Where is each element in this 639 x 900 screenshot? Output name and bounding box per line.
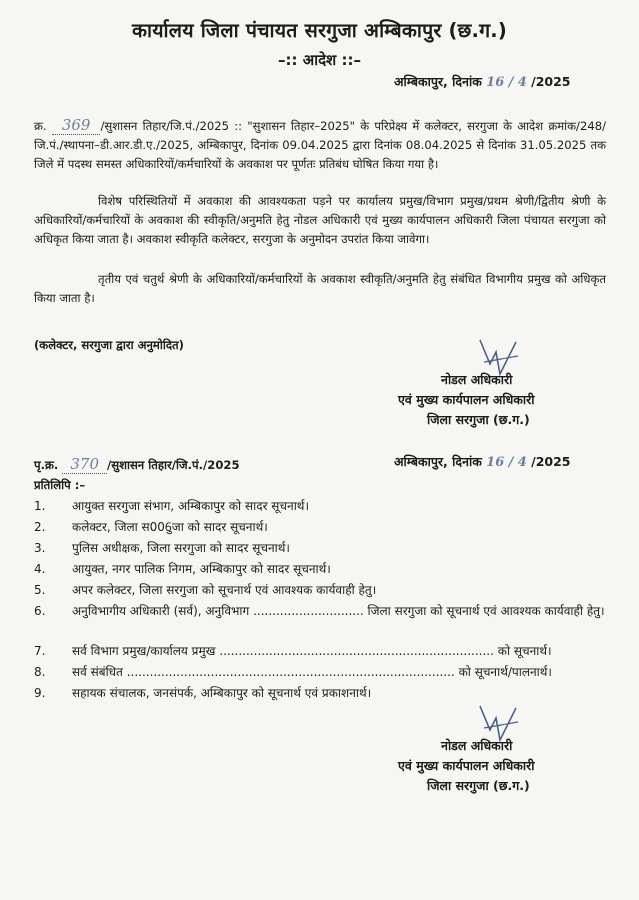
- list-item-number: 9.: [34, 686, 46, 700]
- signatory-designation-3: जिला सरगुजा (छ.ग.): [427, 412, 530, 427]
- signatory-designation-2: एवं मुख्य कार्यपालन अधिकारी: [398, 392, 535, 407]
- signatory2-designation-3: जिला सरगुजा (छ.ग.): [427, 778, 530, 793]
- signatory2-designation-2: एवं मुख्य कार्यपालन अधिकारी: [398, 758, 535, 773]
- endorsement-ref-prefix: पृ.क्र.: [34, 458, 59, 472]
- order-place-date: अम्बिकापुर, दिनांक 16 / 4 /2025: [394, 74, 571, 90]
- list-item-number: 6.: [34, 604, 46, 618]
- handwritten-day: 16: [486, 75, 505, 90]
- list-item-number: 8.: [34, 665, 46, 679]
- endorsement-handwritten-day: 16: [486, 455, 505, 470]
- signatory-designation-1: नोडल अधिकारी: [441, 372, 513, 387]
- endorsement-handwritten-month: 4: [517, 455, 527, 470]
- ref-suffix: /सुशासन तिहार/जि.पं./2025: [100, 119, 229, 133]
- list-item-number: 1.: [34, 499, 46, 513]
- handwritten-endorsement-number: 370: [62, 455, 107, 474]
- list-item: [34, 683, 614, 704]
- list-item-text: अनुविभागीय अधिकारी (सर्व), अनुविभाग ............................. जिला सरगुजा को सूचनार्थ एवं आवश्यक कार्यवाही हेतु।: [72, 604, 605, 618]
- list-item-number: 3.: [34, 541, 46, 555]
- list-item-text: सहायक संचालक, जनसंपर्क, अम्बिकापुर को सूचनार्थ एवं प्रकाशनार्थ।: [72, 686, 372, 700]
- list-item: [34, 559, 614, 580]
- list-item-number: 5.: [34, 583, 46, 597]
- list-item-text: पुलिस अधीक्षक, जिला सरगुजा को सादर सूचनार्थ।: [72, 541, 290, 555]
- endorsement-date-year: /2025: [531, 454, 571, 469]
- copy-to-label: प्रतिलिपि :–: [34, 478, 86, 492]
- order-paragraph-2: विशेष परिस्थितियों में अवकाश की आवश्यकता पड़ने पर कार्यालय प्रमुख/विभाग प्रमुख/प्रथम श्रेणी/द्वितीय श्रेणी के अधिकारियों/कर्मचारियों के अवकाश की स्वीकृति/अनुमति हेतु नोडल अधिकारी एवं मुख्य कार्यपालन अधिकारी जिला पंचायत सरगुजा को अधिकृत किया जाता है। अवकाश स्वीकृति कलेक्टर, सरगुजा के अनुमोदन उपरांत किया जावेगा।: [34, 194, 606, 246]
- ref-prefix: क्र.: [34, 119, 47, 133]
- order-heading: –:: आदेश ::–: [278, 51, 361, 69]
- list-item: [34, 662, 614, 683]
- place-date-label: अम्बिकापुर, दिनांक: [394, 74, 482, 89]
- signatory2-designation-1: नोडल अधिकारी: [441, 738, 513, 753]
- list-item: [34, 517, 614, 538]
- order-paragraph-1: [34, 116, 606, 174]
- list-item-number: 7.: [34, 644, 46, 658]
- handwritten-ref-number: 369: [52, 116, 101, 135]
- paragraph-1-text: :: "सुशासन तिहार–2025" के परिप्रेक्ष्य में कलेक्टर, सरगुजा के आदेश क्रमांक/248/जि.पं./स्थापना–डी.आर.डी.ए./2025, अम्बिकापुर, दिनांक 09.04.2025 द्वारा दिनांक 08.04.2025 से दिनांक 31.05.2025 तक जिले में पदस्थ समस्त अधिकारियों/कर्मचारियों के अवकाश पर पूर्णतः प्रतिबंध घोषित किया गया है।: [34, 119, 606, 171]
- list-item: [34, 601, 614, 641]
- copy-list: [34, 496, 614, 704]
- approval-note: (कलेक्टर, सरगुजा द्वारा अनुमोदित): [34, 338, 184, 352]
- list-item-number: 4.: [34, 562, 46, 576]
- list-item-text: आयुक्त, नगर पालिक निगम, अम्बिकापुर को सादर सूचनार्थ।: [72, 562, 331, 576]
- handwritten-month: 4: [517, 75, 527, 90]
- office-title: कार्यालय जिला पंचायत सरगुजा अम्बिकापुर (छ.ग.): [131, 19, 508, 42]
- endorsement-place-date: अम्बिकापुर, दिनांक 16 / 4 /2025: [394, 454, 571, 470]
- list-item: [34, 580, 614, 601]
- list-item-text: अपर कलेक्टर, जिला सरगुजा को सूचनार्थ एवं आवश्यक कार्यवाही हेतु।: [72, 583, 377, 597]
- list-item-text: सर्व संबंधित ...................................................................................... को सूचनार्थ/पालनार्थ।: [72, 665, 552, 679]
- list-item: [34, 496, 614, 517]
- endorsement-ref-suffix: /सुशासन तिहार/जि.पं./2025: [107, 458, 240, 472]
- list-item: [34, 641, 614, 662]
- date-year: /2025: [531, 74, 571, 89]
- list-item-text: कलेक्टर, जिला स006ुजा को सादर सूचनार्थ।: [72, 520, 268, 534]
- order-paragraph-3: तृतीय एवं चतुर्थ श्रेणी के अधिकारियों/कर्मचारियों के अवकाश स्वीकृति/अनुमति हेतु संबंधित विभागीय प्रमुख को अधिकृत किया जाता है।: [34, 272, 606, 305]
- list-item-text: आयुक्त सरगुजा संभाग, अम्बिकापुर को सादर सूचनार्थ।: [72, 499, 310, 513]
- endorsement-place-date-label: अम्बिकापुर, दिनांक: [394, 454, 482, 469]
- list-item: [34, 538, 614, 559]
- endorsement-ref: [34, 455, 240, 475]
- list-item-number: 2.: [34, 520, 46, 534]
- list-item-text: सर्व विभाग प्रमुख/कार्यालय प्रमुख ........................................................................ को सूचनार्थ।: [72, 644, 552, 658]
